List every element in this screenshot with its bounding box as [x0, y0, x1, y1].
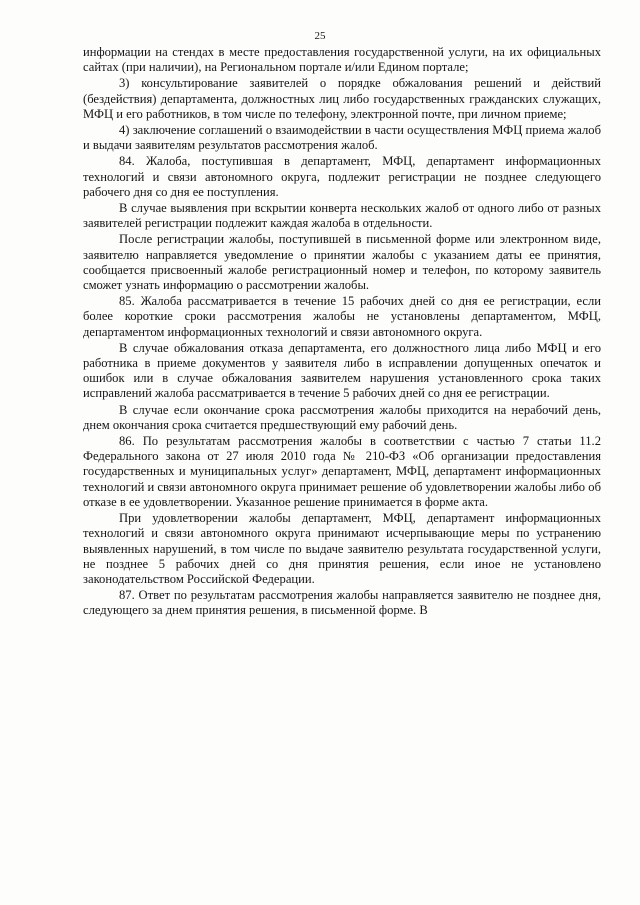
paragraph: В случае обжалования отказа департамента, его должностного лица либо МФЦ и его работника в приеме документов у заявителя либо в исправлении допущенных опечаток и ошибок или в случае обжалования заявителем нарушения установленного срока таких исправлений жалоба рассматривается в течение 5 рабочих дней со дня ее регистрации. — [83, 340, 601, 401]
paragraph: 4) заключение соглашений о взаимодействии в части осуществления МФЦ приема жалоб и выдачи заявителям результатов рассмотрения жалоб. — [83, 123, 601, 153]
paragraph: информации на стендах в месте предоставления государственной услуги, на их официальных сайтах (при наличии), на Региональном портале и/или Едином портале; — [83, 45, 601, 75]
paragraph: 3) консультирование заявителей о порядке обжалования решений и действий (бездействия) департамента, должностных лиц либо государственных гражданских служащих, МФЦ и его работников, в том числе по телефону, электронной почте, при личном приеме; — [83, 76, 601, 121]
paragraph: После регистрации жалобы, поступившей в письменной форме или электронном виде, заявителю направляется уведомление о принятии жалобы с указанием даты ее принятия, сообщается присвоенный жалобе регистрационный номер и телефон, по которому заявитель сможет узнать информацию о рассмотрении жалобы. — [83, 232, 601, 293]
paragraph: 84. Жалоба, поступившая в департамент, МФЦ, департамент информационных технологий и связи автономного округа, подлежит регистрации не позднее следующего рабочего дня со дня ее поступления. — [83, 154, 601, 199]
page-number: 25 — [314, 30, 326, 42]
paragraph: В случае выявления при вскрытии конверта нескольких жалоб от одного либо от разных заявителей регистрации подлежит каждая жалоба в отдельности. — [83, 201, 601, 231]
paragraph: 87. Ответ по результатам рассмотрения жалобы направляется заявителю не позднее дня, следующего за днем принятия решения, в письменной форме. В — [83, 588, 601, 618]
document-body — [83, 45, 601, 620]
paragraph: 85. Жалоба рассматривается в течение 15 рабочих дней со дня ее регистрации, если более короткие сроки рассмотрения жалобы не установлены департаментом, МФЦ, департаментом информационных технологий и связи автономного округа. — [83, 294, 601, 339]
paragraph: При удовлетворении жалобы департамент, МФЦ, департамент информационных технологий и связи автономного округа принимают исчерпывающие меры по устранению выявленных нарушений, в том числе по выдаче заявителю результата государственной услуги, не позднее 5 рабочих дней со дня принятия решения, если иное не установлено законодательством Российской Федерации. — [83, 511, 601, 586]
paragraph: В случае если окончание срока рассмотрения жалобы приходится на нерабочий день, днем окончания срока считается предшествующий ему рабочий день. — [83, 402, 601, 432]
paragraph: 86. По результатам рассмотрения жалобы в соответствии с частью 7 статьи 11.2 Федерального закона от 27 июля 2010 года № 210-ФЗ «Об организации предоставления государственных и муниципальных услуг» департамент, МФЦ, департамент информационных технологий и связи автономного округа принимает решение об удовлетворении жалобы либо об отказе в ее удовлетворении. Указанное решение принимается в форме акта. — [83, 434, 601, 509]
